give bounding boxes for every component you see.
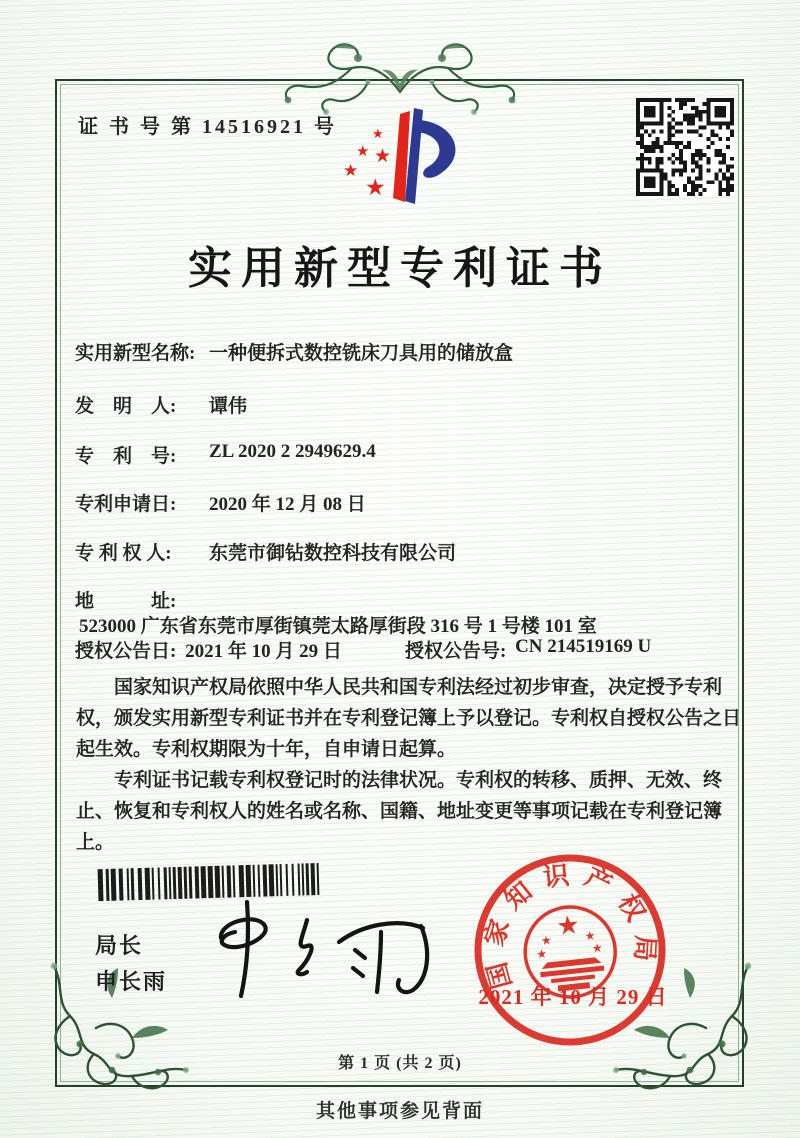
svg-text:★: ★	[554, 909, 582, 943]
cnipa-seal-icon	[460, 840, 680, 1060]
field-value: 东莞市御钻数控科技有限公司	[209, 543, 457, 564]
field-inventor	[75, 391, 742, 418]
field-utility-model-name	[75, 338, 742, 365]
field-patentee	[75, 538, 742, 565]
field-label: 实用新型名称:	[75, 343, 196, 364]
seal-ring-text: 国家知识产权局	[479, 859, 660, 992]
director-name: 申长雨	[95, 969, 168, 994]
field-address	[75, 586, 742, 640]
svg-text:★: ★	[591, 940, 604, 956]
cnipa-logo-icon	[316, 92, 480, 216]
field-label: 专 利 权 人:	[75, 543, 172, 564]
field-value: 一种便拆式数控铣床刀具用的储放盒	[209, 343, 514, 364]
grant-date-label: 授权公告日:	[75, 641, 177, 662]
svg-text:★: ★	[535, 946, 548, 962]
page-number-info: 第 1 页 (共 2 页)	[338, 1055, 462, 1072]
svg-text:★: ★	[343, 161, 359, 181]
field-patent-number	[75, 441, 742, 468]
svg-text:★: ★	[372, 127, 384, 142]
certificate-title: 实用新型专利证书	[188, 244, 612, 293]
grant-number-label: 授权公告号:	[405, 641, 507, 662]
handwritten-signature-icon	[195, 892, 443, 1010]
certificate-number: 证 书 号 第 14516921 号	[78, 116, 337, 138]
field-value: 谭伟	[209, 396, 248, 417]
grant-date-value: 2021 年 10 月 29 日	[185, 641, 342, 662]
field-label: 地 址:	[75, 591, 177, 612]
svg-text:★: ★	[540, 932, 553, 948]
field-value: ZL 2020 2 2949629.4	[209, 441, 376, 462]
grant-number-value: CN 214519169 U	[515, 636, 652, 657]
svg-text:★: ★	[356, 142, 370, 160]
body-paragraph-2: 专利证书记载专利权登记时的法律状况。专利权的转移、质押、无效、终止、恢复和专利权人的姓名或名称、国籍、地址变更等事项记载在专利登记簿上。	[76, 770, 723, 853]
qr-code-icon	[636, 98, 734, 196]
svg-text:★: ★	[583, 928, 597, 944]
field-filing-date	[75, 489, 742, 516]
field-value: 523000 广东省东莞市厚街镇莞太路厚街段 316 号 1 号楼 101 室	[79, 616, 597, 637]
field-label: 发 明 人:	[75, 396, 177, 417]
svg-text:★: ★	[365, 175, 386, 201]
field-label: 专利申请日:	[75, 494, 177, 515]
back-side-note: 其他事项参见背面	[315, 1101, 484, 1122]
body-paragraph-1: 国家知识产权局依照中华人民共和国专利法经过初步审查，决定授予专利权，颁发实用新型专利证书并在专利登记簿上予以登记。专利权自授权公告之日起生效。专利权期限为十年，自申请日起算。	[76, 677, 742, 760]
seal-date: 2021 年 10 月 29 日	[478, 985, 668, 1009]
svg-text:★: ★	[374, 145, 392, 167]
field-value: 2020 年 12 月 08 日	[209, 494, 366, 515]
legal-body-text	[76, 672, 744, 858]
field-grant-row	[75, 636, 742, 663]
field-label: 专 利 号:	[75, 446, 177, 467]
director-title: 局长	[95, 933, 144, 958]
